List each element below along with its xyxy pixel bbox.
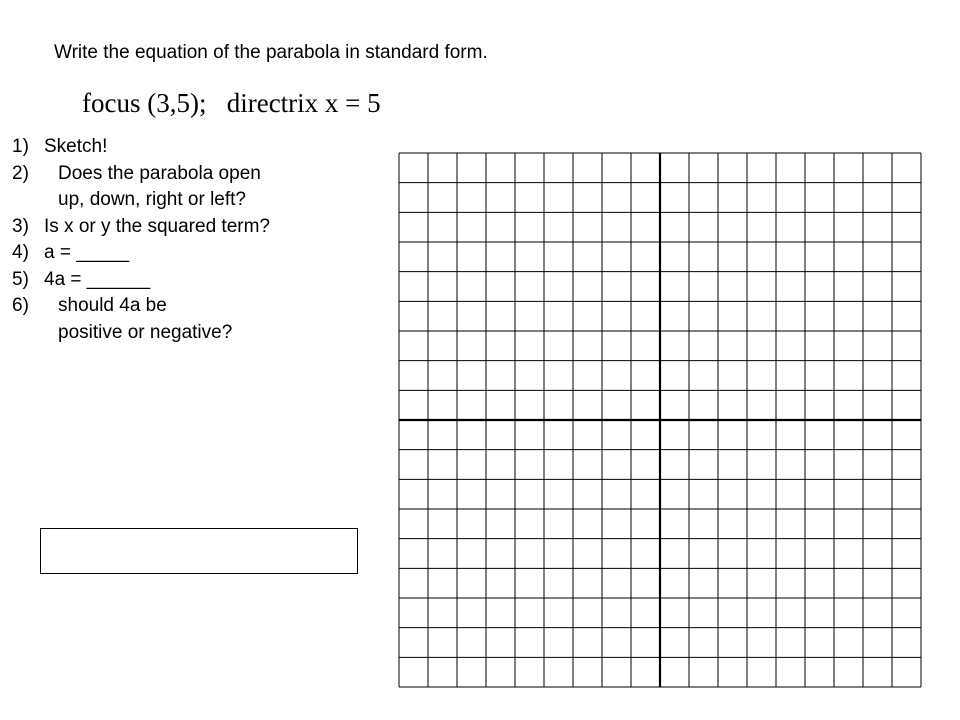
- step-5: [12, 267, 382, 294]
- step-2: [12, 161, 382, 214]
- step-text: Is x or y the squared term?: [44, 215, 270, 237]
- step-text-continued: positive or negative?: [58, 321, 233, 343]
- step-text-continued: up, down, right or left?: [58, 189, 246, 210]
- step-number: 4): [12, 242, 29, 263]
- coordinate-grid[interactable]: [398, 152, 922, 688]
- step-6: [12, 293, 382, 346]
- problem-heading: Write the equation of the parabola in standard form.: [54, 42, 488, 63]
- step-number: 5): [12, 268, 29, 290]
- step-1: [12, 134, 382, 161]
- step-3: [12, 214, 382, 241]
- step-number: 3): [12, 215, 29, 237]
- step-text: 4a = ______: [44, 268, 151, 290]
- step-number: 1): [12, 136, 29, 157]
- step-text: Sketch!: [44, 136, 108, 157]
- given-focus-directrix: focus (3,5); directrix x = 5: [82, 88, 381, 118]
- answer-box[interactable]: [40, 528, 358, 574]
- steps-list: [12, 134, 382, 346]
- step-text: Does the parabola open: [58, 162, 261, 184]
- step-number: 2): [12, 162, 29, 184]
- step-text: should 4a be: [58, 295, 167, 316]
- grid-svg[interactable]: [398, 152, 922, 688]
- step-text: a = _____: [44, 242, 130, 263]
- step-4: [12, 240, 382, 267]
- step-number: 6): [12, 295, 29, 316]
